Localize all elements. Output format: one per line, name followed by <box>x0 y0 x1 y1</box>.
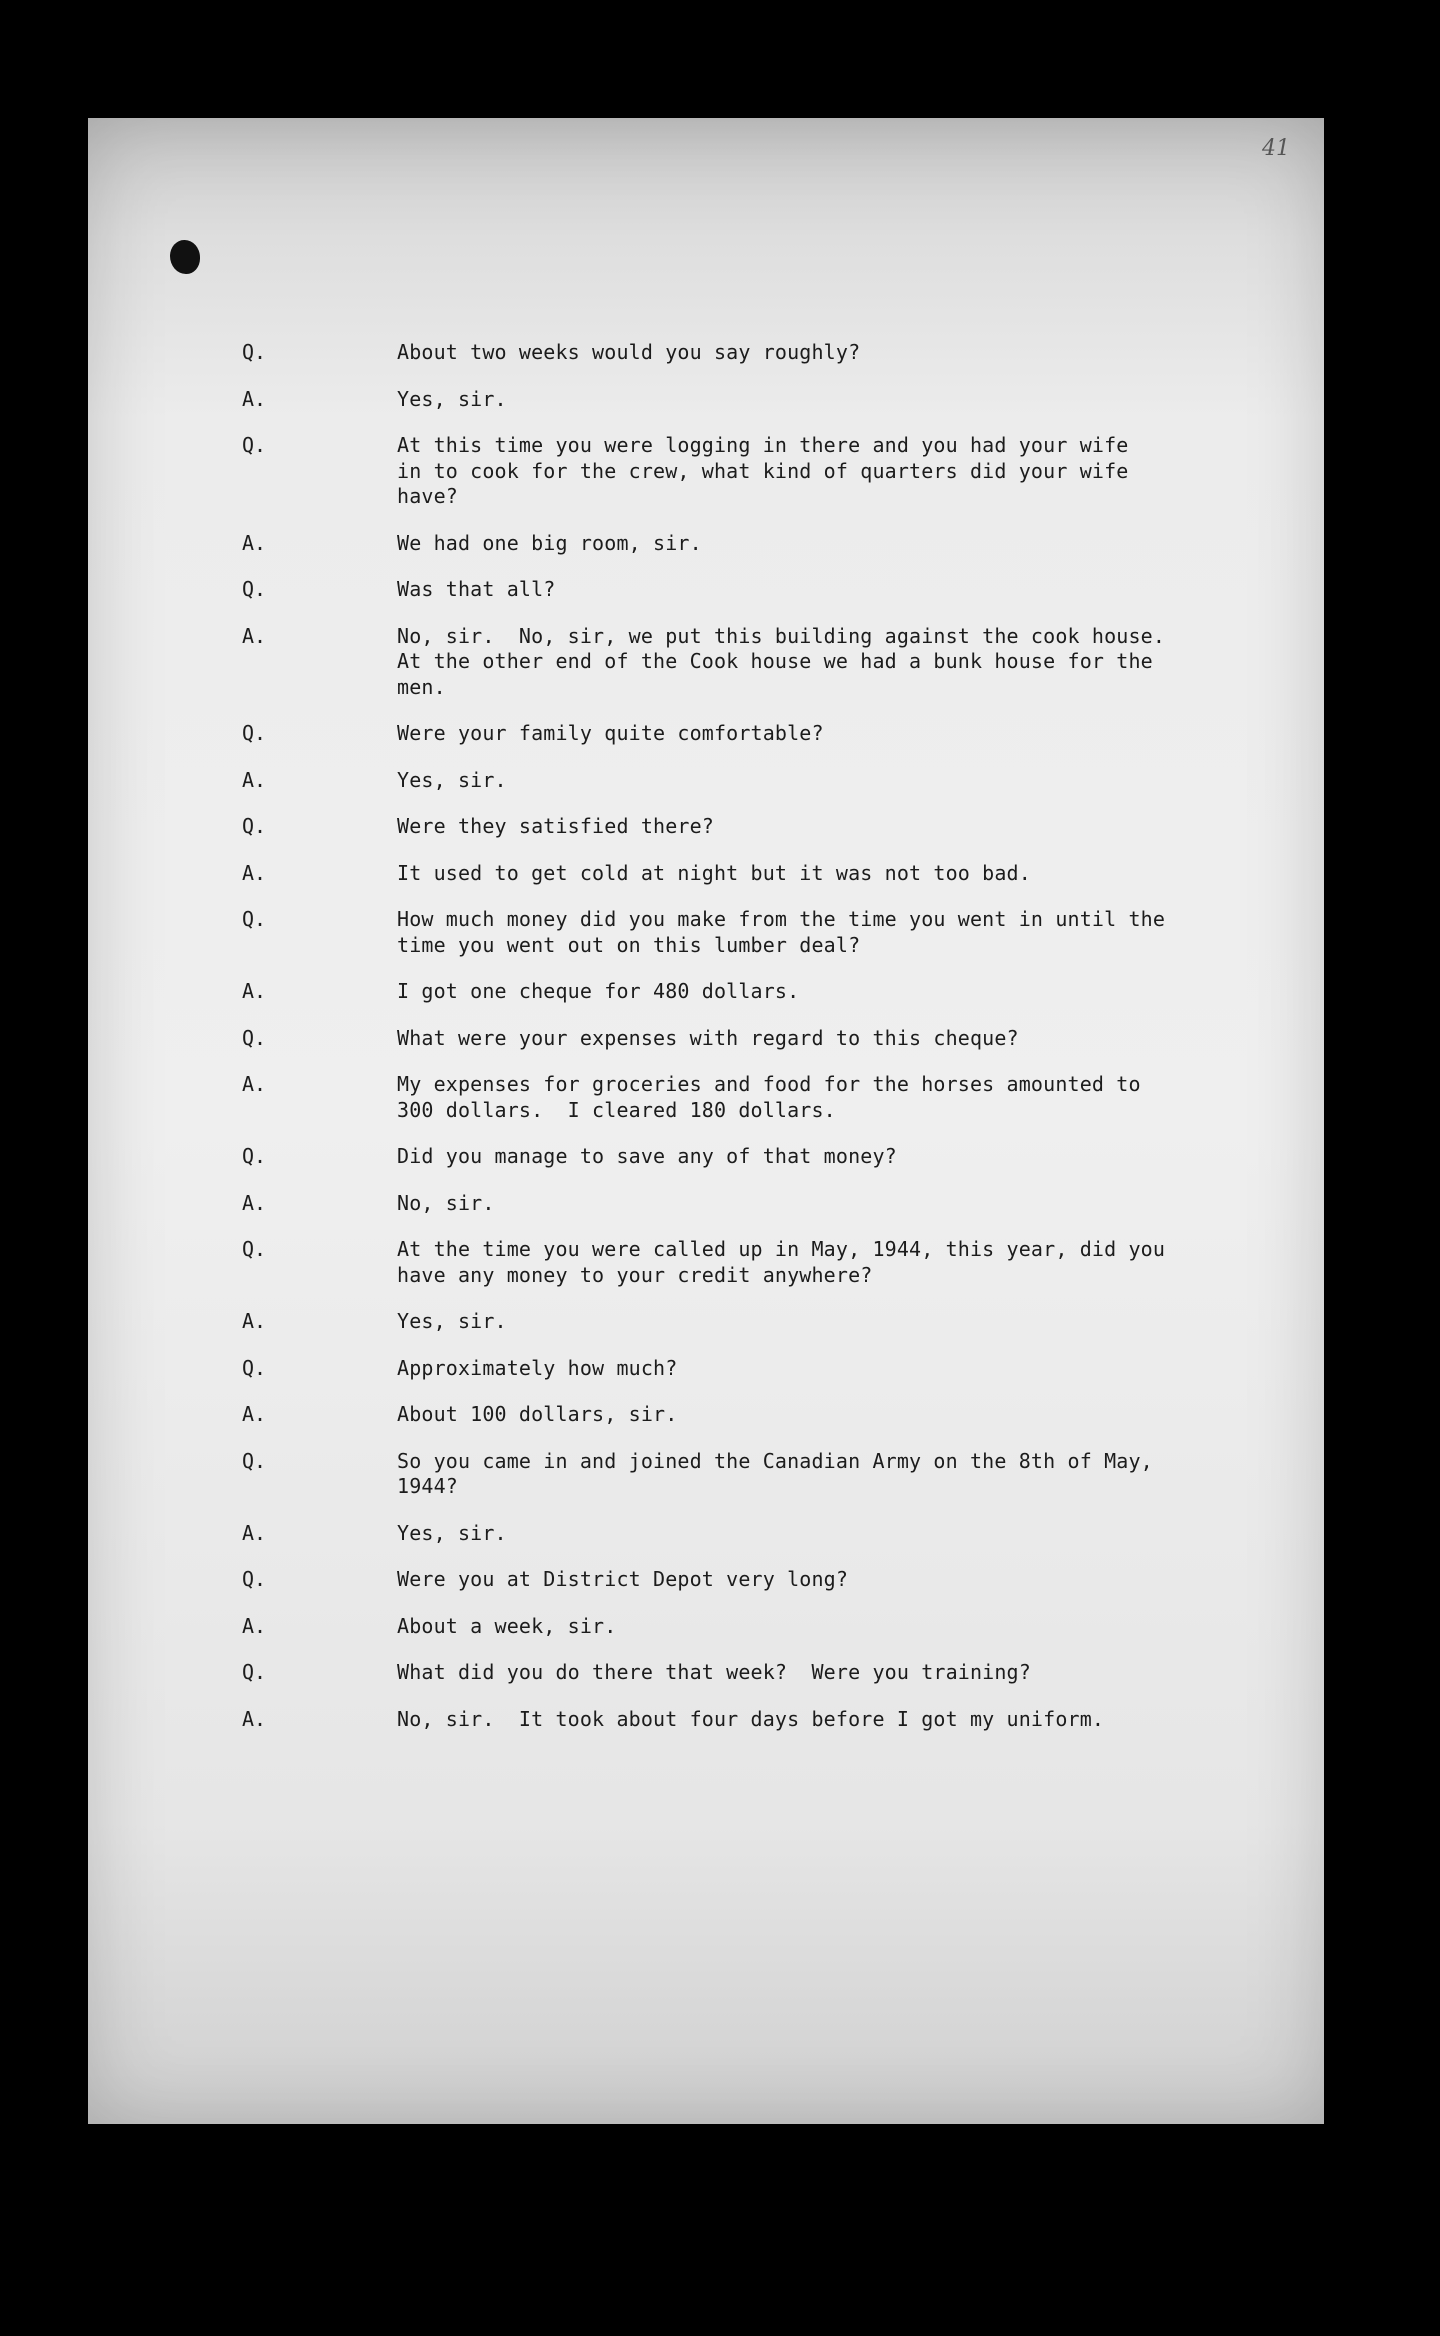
speaker-label: Q. <box>242 1448 267 1473</box>
speaker-label: A. <box>242 623 267 648</box>
speaker-label: Q. <box>242 1660 267 1684</box>
speaker-label: Q. <box>242 1144 267 1168</box>
speaker-label: Q. <box>242 340 267 364</box>
question-text: At this time you were logging in there and you had your wife in to cook for the crew, what kind of quarters did your wife have? <box>397 433 1129 508</box>
question-row <box>88 1144 1324 1170</box>
speaker-label: Q. <box>242 1567 267 1591</box>
speaker-label: Q. <box>242 1025 267 1050</box>
question-text: Was that all? <box>397 577 556 601</box>
answer-text: Yes, sir. <box>397 1309 507 1333</box>
question-row <box>88 577 1324 603</box>
question-row <box>88 1449 1324 1500</box>
question-row <box>88 1356 1324 1382</box>
answer-text: We had one big room, sir. <box>397 530 702 555</box>
answer-row <box>88 1309 1324 1335</box>
question-text: So you came in and joined the Canadian Army on the 8th of May, 1944? <box>397 1448 1153 1498</box>
speaker-label: A. <box>242 860 267 885</box>
answer-row <box>88 768 1324 794</box>
answer-row <box>88 1191 1324 1217</box>
question-row <box>88 721 1324 747</box>
question-text: Did you manage to save any of that money? <box>397 1144 897 1168</box>
answer-row <box>88 1402 1324 1428</box>
question-text: Were they satisfied there? <box>397 814 714 838</box>
question-row <box>88 907 1324 958</box>
speaker-label: A. <box>242 530 267 555</box>
speaker-label: A. <box>242 1190 267 1215</box>
speaker-label: Q. <box>242 814 267 838</box>
speaker-label: A. <box>242 767 267 792</box>
speaker-label: A. <box>242 1613 267 1638</box>
answer-text: No, sir. No, sir, we put this building against the cook house. At the other end of the Cook house we had a bunk house for the men. <box>397 623 1166 699</box>
answer-row <box>88 1614 1324 1640</box>
answer-text: I got one cheque for 480 dollars. <box>397 979 800 1003</box>
question-text: What were your expenses with regard to this cheque? <box>397 1025 1019 1050</box>
answer-row <box>88 861 1324 887</box>
speaker-label: A. <box>242 1520 267 1545</box>
speaker-label: Q. <box>242 577 267 601</box>
question-text: What did you do there that week? Were you training? <box>397 1660 1031 1684</box>
answer-text: My expenses for groceries and food for the horses amounted to 300 dollars. I cleared 180 dollars. <box>397 1072 1141 1122</box>
question-row <box>88 433 1324 510</box>
question-text: At the time you were called up in May, 1944, this year, did you have any money to your credit anywhere? <box>397 1237 1166 1287</box>
speaker-label: A. <box>242 1309 267 1333</box>
page-number: 41 <box>1262 136 1290 161</box>
speaker-label: A. <box>242 979 267 1003</box>
punch-hole <box>170 240 200 274</box>
answer-row <box>88 531 1324 557</box>
question-text: Approximately how much? <box>397 1355 678 1380</box>
speaker-label: Q. <box>242 1355 267 1380</box>
answer-text: It used to get cold at night but it was not too bad. <box>397 860 1031 885</box>
document-page <box>88 118 1324 2124</box>
answer-text: Yes, sir. <box>397 767 507 792</box>
question-row <box>88 1660 1324 1686</box>
answer-row <box>88 624 1324 701</box>
speaker-label: Q. <box>242 433 267 457</box>
answer-row <box>88 1707 1324 1733</box>
answer-row <box>88 979 1324 1005</box>
answer-text: Yes, sir. <box>397 1520 507 1545</box>
question-row <box>88 340 1324 366</box>
speaker-label: Q. <box>242 907 267 931</box>
speaker-label: Q. <box>242 1237 267 1261</box>
answer-text: About 100 dollars, sir. <box>397 1402 678 1426</box>
question-row <box>88 1567 1324 1593</box>
speaker-label: A. <box>242 1706 267 1731</box>
speaker-label: A. <box>242 1072 267 1096</box>
question-text: How much money did you make from the time you went in until the time you went out on this lumber deal? <box>397 907 1166 957</box>
answer-text: Yes, sir. <box>397 386 507 411</box>
transcript <box>88 340 1324 1753</box>
speaker-label: A. <box>242 1402 267 1426</box>
question-row <box>88 1026 1324 1052</box>
question-text: Were your family quite comfortable? <box>397 721 824 745</box>
question-text: About two weeks would you say roughly? <box>397 340 861 364</box>
question-row <box>88 814 1324 840</box>
answer-text: About a week, sir. <box>397 1613 617 1638</box>
answer-row <box>88 1521 1324 1547</box>
answer-row <box>88 387 1324 413</box>
answer-text: No, sir. <box>397 1190 495 1215</box>
answer-text: No, sir. It took about four days before I got my uniform. <box>397 1706 1105 1731</box>
speaker-label: Q. <box>242 721 267 745</box>
answer-row <box>88 1072 1324 1123</box>
speaker-label: A. <box>242 386 267 411</box>
question-row <box>88 1237 1324 1288</box>
question-text: Were you at District Depot very long? <box>397 1567 849 1591</box>
